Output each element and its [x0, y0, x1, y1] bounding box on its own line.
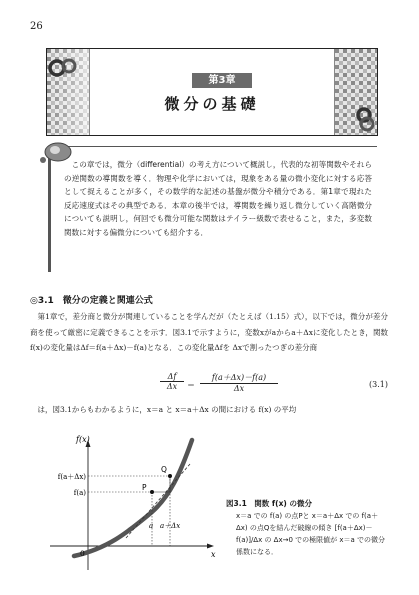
function-curve: [74, 440, 192, 556]
caption-title: 図3.1 関数 f(x) の微分: [226, 499, 312, 508]
chapter-badge: 第3章: [192, 73, 252, 88]
equation-lhs-denominator: Δx: [166, 382, 178, 391]
x-axis-label: x: [211, 550, 216, 559]
page-number: 26: [30, 21, 43, 32]
chapter-title: 微分の基礎: [164, 95, 260, 113]
equation-rhs: [200, 372, 278, 393]
tick-a-dx: a＋Δx: [160, 522, 181, 530]
caption-body: x＝a での f(a) の点Pと x＝a＋Δx での f(a＋Δx) の点Qを結んだ破線の傾き [f(a＋Δx)－f(a)]/Δx の Δx→0 での極限値が x＝a での微分係数になる．: [236, 512, 386, 556]
equation-3-1: [160, 372, 388, 400]
rings-icon-top-left: [48, 58, 80, 78]
label-q: Q: [161, 465, 167, 474]
equation-rhs-numerator: f(a＋Δx)－f(a): [200, 372, 278, 384]
paragraph-2: は，図3.1からもわかるように，x＝a と x＝a＋Δx の間における f(x) の平均: [37, 405, 297, 414]
paragraph-1: 第1章で，差分商と微分が関連していることを学んだが（たとえば（1.15）式），以下では，微分が差分商を使って厳密に定義できることを示す．図3.1で示すように，変数xがaからa＋Δxに変化したとき，関数f(x)の変化量はΔf＝f(a＋Δx)－f(a)となる．この変化量Δfを Δxで割ったつぎの差分商: [30, 312, 388, 352]
section-body-2: [30, 402, 388, 418]
equation-number: (3.1): [369, 380, 388, 389]
section-heading: ◎3.1 微分の定義と関連公式: [30, 296, 153, 306]
figure-3-1-graph: [30, 430, 220, 580]
point-q: [168, 474, 172, 478]
chapter-header: [46, 48, 378, 136]
origin-label: 0: [80, 549, 85, 558]
section-body-1: [30, 309, 388, 356]
equation-rhs-denominator: Δx: [233, 384, 245, 393]
label-p: P: [142, 483, 147, 492]
equation-equals: ＝: [187, 381, 195, 390]
figure-caption: [226, 498, 386, 558]
label-f-a: f(a): [73, 489, 86, 497]
equation-lhs-numerator: Δf: [160, 372, 184, 382]
point-p: [150, 490, 154, 494]
rings-icon-bottom-right: [352, 106, 378, 132]
label-f-a-dx: f(a＋Δx): [57, 473, 86, 481]
x-axis-arrow: [207, 544, 214, 549]
intro-paragraph: この章では，微分（differential）の考え方について概説し，代表的な初等関数やそれらの逆関数の導関数を導く．物理や化学においては，現象をある量の微小変化に対する応答として捉えることが多く，その数学的な記述の基盤が微分や積分である．第1章で現れた反応速度式はその典型である．本章の後半では，導関数を繰り返し微分していく高階微分についても説明し，何回でも微分可能な関数はテイラー級数で表せること，また，多変数関数に対する偏微分についても紹介する．: [64, 160, 372, 237]
intro-text: [64, 158, 372, 240]
equation-lhs: [160, 372, 184, 391]
tick-a: a: [149, 522, 154, 530]
y-axis-label: f(x): [76, 435, 90, 444]
